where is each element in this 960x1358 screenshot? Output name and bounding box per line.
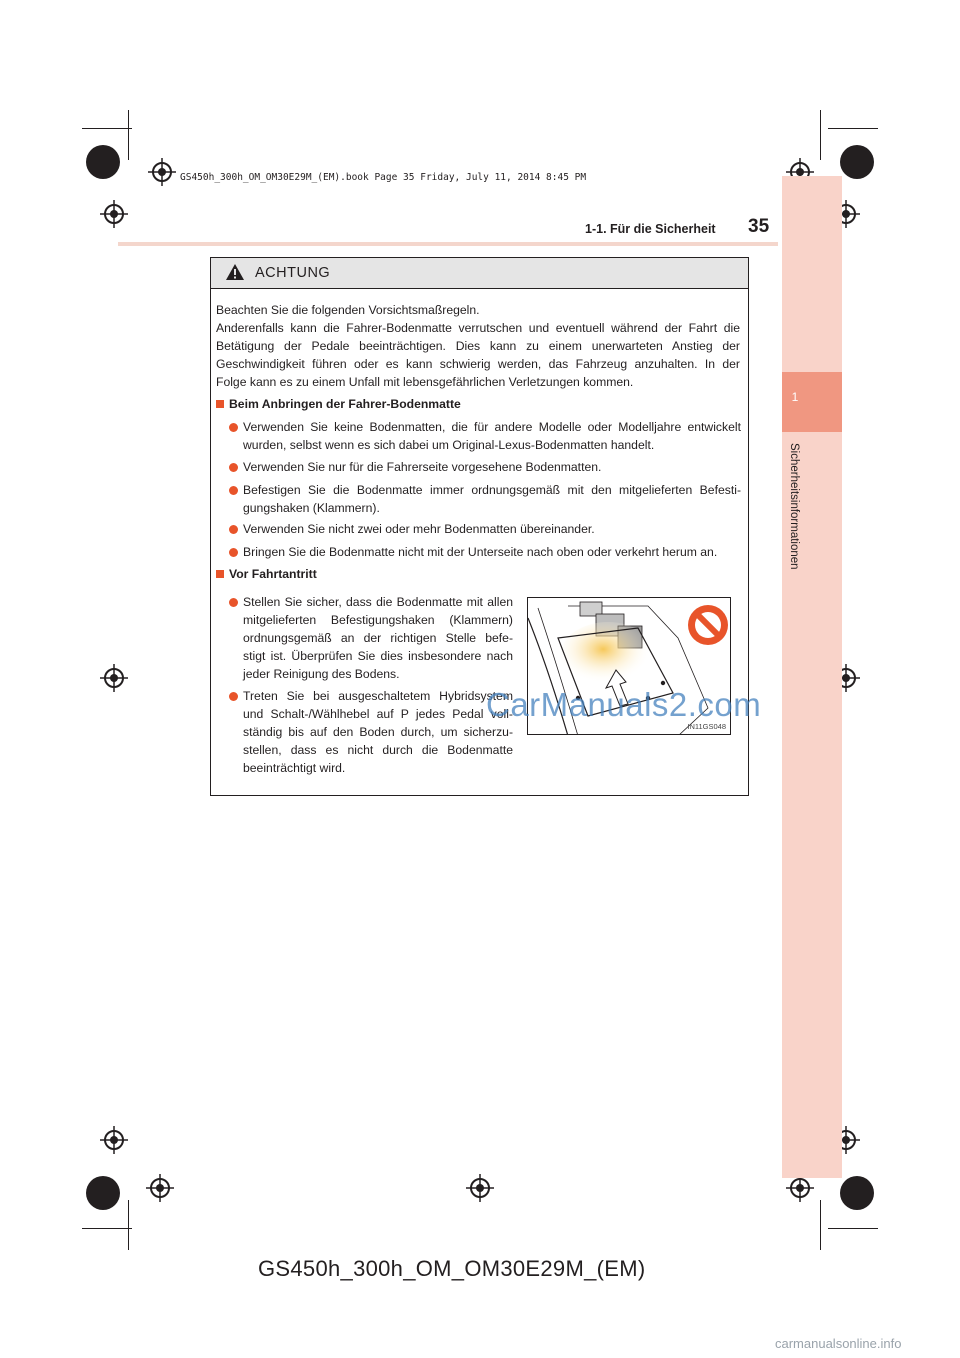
crosshair-mark [146,1174,174,1202]
bottom-watermark: carmanualsonline.info [775,1336,902,1351]
registration-sunburst-bottom-right [840,1176,874,1210]
caution-intro-line: Geschwindigkeit führen oder es kann schwierig werden, das Fahrzeug anzuhalten. In der [216,357,740,371]
page-number: 35 [748,216,770,237]
registration-sunburst-top-right [840,145,874,179]
chapter-side-tab [782,176,842,1178]
warning-triangle-icon [225,263,245,281]
list-item-line: Bringen Sie die Bodenmatte nicht mit der Unterseite nach oben oder verkehrt herum an. [243,545,718,559]
list-item-line: stigt ist. Überprüfen Sie dies insbesondere nach [243,649,513,663]
list-item-line: Treten Sie bei ausgeschaltetem Hybridsystem [243,689,513,703]
list-item-line: ordnungsgemäß an der richtigen Stelle befe- [243,631,513,645]
section-heading-text: Beim Anbringen der Fahrer-Bodenmatte [229,397,461,411]
square-bullet-icon [216,400,224,408]
chapter-number: 1 [791,390,799,404]
list-item-line: jeder Reinigung des Bodens. [243,667,400,681]
crop-line [82,128,132,129]
round-bullet-icon [229,525,238,534]
registration-sunburst-bottom-left [86,1176,120,1210]
round-bullet-icon [229,423,238,432]
list-item-line: mitgelieferten Befestigungshaken (Klammern) [243,613,513,627]
round-bullet-icon [229,548,238,557]
list-item-line: Befestigen Sie die Bodenmatte immer ordnungsgemäß mit den mitgelieferten Befesti- [243,483,741,497]
crosshair-mark [786,1174,814,1202]
caution-intro-line: Betätigung der Pedale beeinträchtigen. Dies kann zu einem unerwarteten Anstieg der [216,339,740,353]
crosshair-mark [100,664,128,692]
crop-line [820,110,821,160]
registration-sunburst-top-left [86,145,120,179]
watermark: CarManuals2.com [486,686,762,723]
crop-line [828,1228,878,1229]
crop-line [828,128,878,129]
crop-line [820,1200,821,1250]
crosshair-mark [100,200,128,228]
crop-line [82,1228,132,1229]
caution-intro-line: Folge kann es zu einem Unfall mit lebensgefährlichen Verletzungen kommen. [216,375,634,389]
chapter-title: Sicherheitsinformationen [788,443,800,570]
caution-title: ACHTUNG [255,265,331,281]
list-item-line: wurden, selbst wenn es sich dabei um Original-Lexus-Bodenmatten handelt. [243,438,655,452]
header-rule [118,242,778,246]
square-bullet-icon [216,570,224,578]
list-item-line: stellen, dass es nicht durch die Bodenmatte [243,743,513,757]
footer-document-code: GS450h_300h_OM_OM30E29M_(EM) [258,1256,646,1281]
crosshair-mark [100,1126,128,1154]
section-heading [216,395,740,413]
round-bullet-icon [229,463,238,472]
list-item-line: Verwenden Sie nicht zwei oder mehr Bodenmatten übereinander. [243,522,595,536]
list-item-line: Verwenden Sie nur für die Fahrerseite vorgesehene Bodenmatten. [243,460,602,474]
list-item-line: ständig bis auf den Boden durch, um sicherzu- [243,725,513,739]
section-heading [216,565,740,583]
round-bullet-icon [229,486,238,495]
list-item-line: Stellen Sie sicher, dass die Bodenmatte mit allen [243,595,513,609]
section-heading-text: Vor Fahrtantritt [229,567,317,581]
section-title: 1-1. Für die Sicherheit [585,222,716,236]
caution-intro-line: Anderenfalls kann die Fahrer-Bodenmatte verrutschen und eventuell während der Fahrt die [216,321,740,335]
crosshair-mark [148,158,176,186]
book-info-line: GS450h_300h_OM_OM30E29M_(EM).book Page 35 Friday, July 11, 2014 8:45 PM [180,172,587,183]
caution-header [211,258,748,289]
caution-intro-line: Beachten Sie die folgenden Vorsichtsmaßregeln. [216,303,480,317]
illustration-code: IN11GS048 [687,722,726,731]
round-bullet-icon [229,692,238,701]
list-item-line: Verwenden Sie keine Bodenmatten, die für andere Modelle oder Modelljahre entwickelt [243,420,741,434]
crosshair-mark [466,1174,494,1202]
crop-line [128,1200,129,1250]
list-item-line: gungshaken (Klammern). [243,501,380,515]
crop-line [128,110,129,160]
list-item-line: und Schalt-/Wählhebel auf P jedes Pedal voll- [243,707,513,721]
round-bullet-icon [229,598,238,607]
list-item-line: beeinträchtigt wird. [243,761,346,775]
